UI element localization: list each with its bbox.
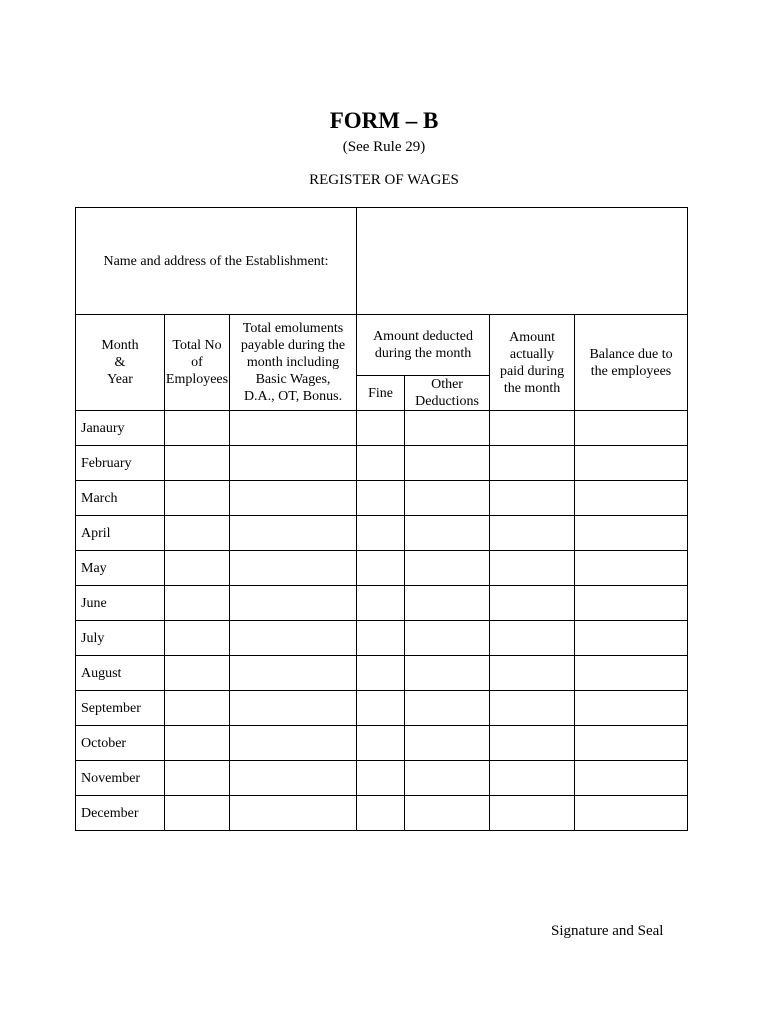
other-deductions-cell[interactable] bbox=[405, 726, 490, 761]
month-cell: June bbox=[76, 586, 165, 621]
header-total-employees-text: Total No of Employees bbox=[165, 338, 229, 387]
amount-paid-cell[interactable] bbox=[490, 726, 575, 761]
table-row bbox=[76, 411, 688, 446]
header-total-employees bbox=[165, 315, 230, 411]
month-cell: July bbox=[76, 621, 165, 656]
other-deductions-cell[interactable] bbox=[405, 656, 490, 691]
fine-cell[interactable] bbox=[357, 411, 405, 446]
amount-paid-cell[interactable] bbox=[490, 656, 575, 691]
total-employees-cell[interactable] bbox=[165, 691, 230, 726]
fine-cell[interactable] bbox=[357, 481, 405, 516]
total-employees-cell[interactable] bbox=[165, 621, 230, 656]
other-deductions-cell[interactable] bbox=[405, 411, 490, 446]
other-deductions-cell[interactable] bbox=[405, 516, 490, 551]
amount-paid-cell[interactable] bbox=[490, 621, 575, 656]
table-row bbox=[76, 796, 688, 831]
total-employees-cell[interactable] bbox=[165, 726, 230, 761]
total-employees-cell[interactable] bbox=[165, 516, 230, 551]
balance-due-cell[interactable] bbox=[575, 411, 688, 446]
amount-paid-cell[interactable] bbox=[490, 481, 575, 516]
header-fine-text: Fine bbox=[368, 385, 393, 401]
other-deductions-cell[interactable] bbox=[405, 761, 490, 796]
balance-due-cell[interactable] bbox=[575, 551, 688, 586]
fine-cell[interactable] bbox=[357, 516, 405, 551]
total-employees-cell[interactable] bbox=[165, 586, 230, 621]
fine-cell[interactable] bbox=[357, 691, 405, 726]
total-emoluments-cell[interactable] bbox=[230, 481, 357, 516]
total-employees-cell[interactable] bbox=[165, 446, 230, 481]
total-employees-cell[interactable] bbox=[165, 796, 230, 831]
header-other-deductions bbox=[405, 376, 490, 411]
table-row bbox=[76, 586, 688, 621]
balance-due-cell[interactable] bbox=[575, 726, 688, 761]
total-emoluments-cell[interactable] bbox=[230, 761, 357, 796]
total-employees-cell[interactable] bbox=[165, 411, 230, 446]
establishment-label-cell bbox=[76, 208, 357, 315]
total-emoluments-cell[interactable] bbox=[230, 411, 357, 446]
balance-due-cell[interactable] bbox=[575, 656, 688, 691]
header-balance-due-text: Balance due to the employees bbox=[589, 346, 673, 379]
header-month-year-text: Month & Year bbox=[101, 338, 139, 387]
form-subtitle: REGISTER OF WAGES bbox=[309, 172, 459, 188]
amount-paid-cell[interactable] bbox=[490, 516, 575, 551]
total-emoluments-cell[interactable] bbox=[230, 656, 357, 691]
balance-due-cell[interactable] bbox=[575, 586, 688, 621]
wages-register-table bbox=[75, 207, 688, 831]
total-emoluments-cell[interactable] bbox=[230, 691, 357, 726]
header-month-year bbox=[76, 315, 165, 411]
establishment-row bbox=[76, 208, 688, 315]
table-row bbox=[76, 761, 688, 796]
form-title: FORM – B bbox=[329, 108, 439, 133]
month-cell: August bbox=[76, 656, 165, 691]
header-row-top bbox=[76, 315, 688, 376]
table-row bbox=[76, 516, 688, 551]
total-employees-cell[interactable] bbox=[165, 656, 230, 691]
total-employees-cell[interactable] bbox=[165, 481, 230, 516]
month-cell: May bbox=[76, 551, 165, 586]
month-cell: November bbox=[76, 761, 165, 796]
other-deductions-cell[interactable] bbox=[405, 481, 490, 516]
fine-cell[interactable] bbox=[357, 621, 405, 656]
balance-due-cell[interactable] bbox=[575, 621, 688, 656]
total-emoluments-cell[interactable] bbox=[230, 516, 357, 551]
signature-and-seal: Signature and Seal bbox=[551, 923, 664, 939]
balance-due-cell[interactable] bbox=[575, 446, 688, 481]
other-deductions-cell[interactable] bbox=[405, 551, 490, 586]
total-employees-cell[interactable] bbox=[165, 551, 230, 586]
table-row bbox=[76, 481, 688, 516]
fine-cell[interactable] bbox=[357, 761, 405, 796]
other-deductions-cell[interactable] bbox=[405, 691, 490, 726]
table-row bbox=[76, 621, 688, 656]
header-total-emoluments bbox=[230, 315, 357, 411]
month-cell: December bbox=[76, 796, 165, 831]
other-deductions-cell[interactable] bbox=[405, 446, 490, 481]
balance-due-cell[interactable] bbox=[575, 481, 688, 516]
table-row bbox=[76, 656, 688, 691]
amount-paid-cell[interactable] bbox=[490, 411, 575, 446]
header-balance-due bbox=[575, 315, 688, 411]
month-cell: April bbox=[76, 516, 165, 551]
header-amount-paid bbox=[490, 315, 575, 411]
total-emoluments-cell[interactable] bbox=[230, 621, 357, 656]
total-employees-cell[interactable] bbox=[165, 761, 230, 796]
other-deductions-cell[interactable] bbox=[405, 621, 490, 656]
table-row bbox=[76, 551, 688, 586]
balance-due-cell[interactable] bbox=[575, 796, 688, 831]
header-fine bbox=[357, 376, 405, 411]
fine-cell[interactable] bbox=[357, 586, 405, 621]
month-cell: October bbox=[76, 726, 165, 761]
form-rule-reference: (See Rule 29) bbox=[342, 139, 426, 155]
total-emoluments-cell[interactable] bbox=[230, 446, 357, 481]
total-emoluments-cell[interactable] bbox=[230, 551, 357, 586]
header-total-emoluments-text: Total emoluments payable during the month including Basic Wages, D.A., OT, Bonus. bbox=[240, 321, 346, 404]
header-amount-paid-text: Amount actually paid during the month bbox=[499, 329, 565, 396]
fine-cell[interactable] bbox=[357, 446, 405, 481]
amount-paid-cell[interactable] bbox=[490, 551, 575, 586]
month-cell: February bbox=[76, 446, 165, 481]
month-cell: September bbox=[76, 691, 165, 726]
balance-due-cell[interactable] bbox=[575, 761, 688, 796]
other-deductions-cell[interactable] bbox=[405, 796, 490, 831]
establishment-label: Name and address of the Establishment: bbox=[103, 253, 329, 269]
header-amount-deducted-text: Amount deducted during the month bbox=[373, 329, 473, 361]
fine-cell[interactable] bbox=[357, 726, 405, 761]
fine-cell[interactable] bbox=[357, 656, 405, 691]
total-emoluments-cell[interactable] bbox=[230, 726, 357, 761]
total-emoluments-cell[interactable] bbox=[230, 796, 357, 831]
fine-cell[interactable] bbox=[357, 796, 405, 831]
month-cell: Janaury bbox=[76, 411, 165, 446]
table-row bbox=[76, 691, 688, 726]
fine-cell[interactable] bbox=[357, 551, 405, 586]
table-row bbox=[76, 726, 688, 761]
amount-paid-cell[interactable] bbox=[490, 691, 575, 726]
header-other-deductions-text: Other Deductions bbox=[415, 377, 479, 409]
table-row bbox=[76, 446, 688, 481]
amount-paid-cell[interactable] bbox=[490, 586, 575, 621]
header-amount-deducted bbox=[357, 315, 490, 376]
amount-paid-cell[interactable] bbox=[490, 796, 575, 831]
amount-paid-cell[interactable] bbox=[490, 446, 575, 481]
amount-paid-cell[interactable] bbox=[490, 761, 575, 796]
other-deductions-cell[interactable] bbox=[405, 586, 490, 621]
month-cell: March bbox=[76, 481, 165, 516]
balance-due-cell[interactable] bbox=[575, 516, 688, 551]
balance-due-cell[interactable] bbox=[575, 691, 688, 726]
total-emoluments-cell[interactable] bbox=[230, 586, 357, 621]
establishment-value-cell[interactable] bbox=[357, 208, 688, 315]
